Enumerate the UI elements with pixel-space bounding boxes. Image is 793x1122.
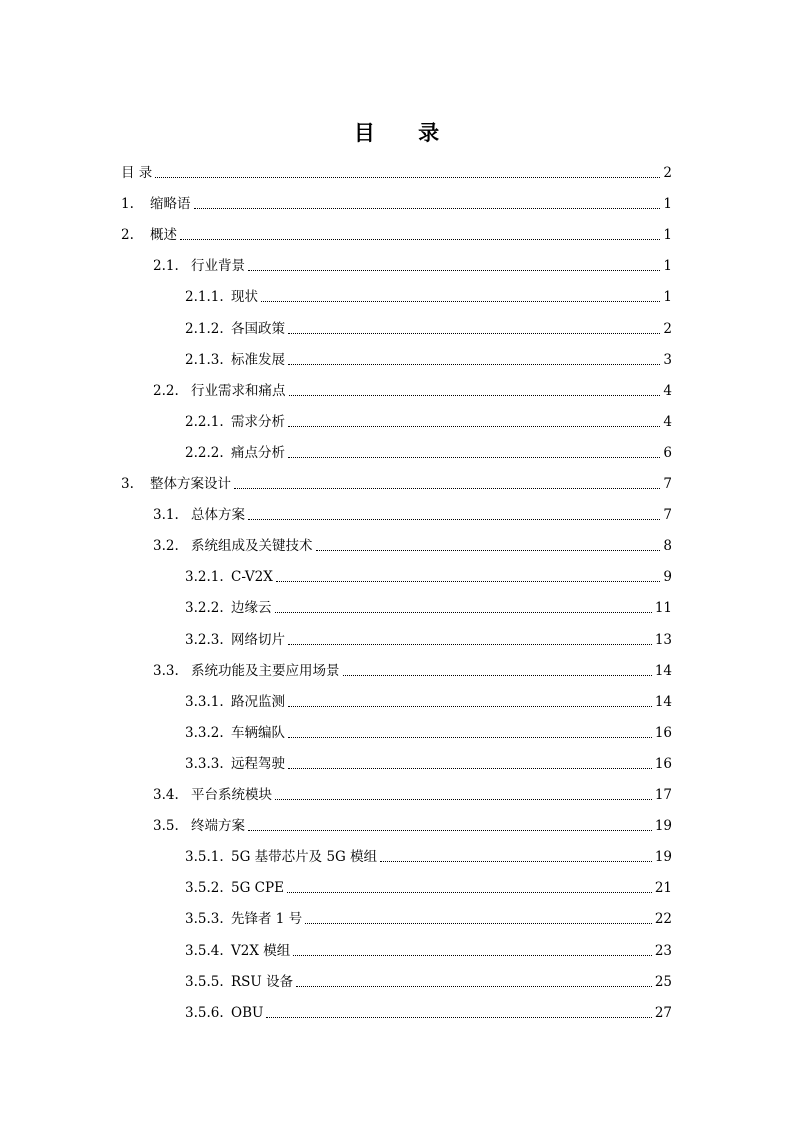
dot-leader — [261, 301, 660, 302]
toc-entry-page-number: 1 — [663, 196, 672, 213]
toc-entry[interactable] — [185, 438, 672, 462]
toc-entry-number: 2.1.3. — [185, 351, 224, 368]
toc-entry[interactable] — [121, 189, 672, 213]
toc-entry[interactable] — [153, 500, 672, 524]
toc-entry-number: 3.2.2. — [185, 600, 224, 617]
toc-entry-number: 2.2. — [153, 382, 179, 399]
toc-entry-page-number: 9 — [663, 569, 672, 586]
toc-entry-number: 3.5.2. — [185, 880, 224, 897]
dot-leader — [288, 737, 652, 738]
toc-entry-label: 行业需求和痛点 — [191, 382, 286, 399]
toc-entry-page-number: 16 — [654, 755, 672, 772]
toc-entry-label: V2X 模组 — [231, 942, 291, 959]
toc-entry[interactable] — [121, 158, 672, 182]
toc-entry[interactable] — [185, 904, 672, 928]
toc-entry-page-number: 1 — [663, 289, 672, 306]
toc-entry-page-number: 14 — [654, 693, 672, 710]
toc-entry-number: 3.5.5. — [185, 973, 224, 990]
toc-entry-page-number: 4 — [663, 382, 672, 399]
dot-leader — [288, 457, 660, 458]
toc-entry-label: 平台系统模块 — [191, 787, 272, 803]
dot-leader — [266, 1017, 651, 1018]
toc-entry-number: 3.5.6. — [185, 1004, 224, 1021]
dot-leader — [288, 768, 652, 769]
toc-entry[interactable] — [185, 562, 672, 586]
toc-entry-number: 3.3.1. — [185, 693, 224, 710]
dot-leader — [248, 519, 660, 520]
toc-entry-number: 3.3.3. — [185, 755, 224, 772]
toc-entry-label: 缩略语 — [150, 196, 191, 213]
toc-entry[interactable] — [185, 407, 672, 431]
toc-entry-page-number: 19 — [654, 818, 672, 835]
dot-leader — [248, 270, 660, 271]
toc-entry-page-number: 7 — [663, 507, 672, 524]
toc-entry-label: 车辆编队 — [231, 724, 285, 741]
toc-entry-label: 目 录 — [121, 165, 153, 181]
dot-leader — [380, 861, 652, 862]
toc-entry-label: 系统组成及关键技术 — [191, 538, 313, 555]
toc-entry-page-number: 2 — [663, 320, 672, 337]
toc-entry-page-number: 3 — [663, 351, 672, 368]
dot-leader — [288, 706, 652, 707]
toc-entry-number: 3. — [121, 476, 134, 492]
dot-leader — [288, 333, 660, 334]
toc-entry[interactable] — [153, 531, 672, 555]
toc-entry-label: C-V2X — [231, 569, 273, 586]
toc-entry[interactable] — [153, 811, 672, 835]
toc-entry-number: 3.2. — [153, 538, 179, 555]
toc-entry-label: 边缘云 — [231, 600, 272, 617]
dot-leader — [275, 799, 652, 800]
dot-leader — [288, 364, 660, 365]
toc-entry-label: 需求分析 — [231, 413, 285, 430]
toc-entry-page-number: 2 — [663, 165, 672, 181]
toc-entry[interactable] — [185, 873, 672, 897]
toc-entry-page-number: 7 — [663, 476, 672, 492]
dot-leader — [289, 395, 661, 396]
toc-entry[interactable] — [185, 967, 672, 991]
toc-entry-page-number: 19 — [654, 849, 672, 866]
toc-entry[interactable] — [121, 469, 672, 493]
toc-entry-label: 网络切片 — [231, 631, 285, 648]
toc-entry-number: 3.5.3. — [185, 911, 224, 928]
toc-entry-number: 3.1. — [153, 507, 179, 524]
toc-entry[interactable] — [185, 282, 672, 306]
toc-entry-label: 各国政策 — [231, 320, 285, 337]
toc-entry[interactable] — [153, 780, 672, 804]
toc-entry-label: 路况监测 — [231, 693, 285, 710]
dot-leader — [276, 581, 661, 582]
dot-leader — [194, 208, 661, 209]
toc-entry-page-number: 13 — [654, 631, 672, 648]
toc-entry-label: 痛点分析 — [231, 444, 285, 461]
toc-entry-label: 系统功能及主要应用场景 — [191, 662, 340, 679]
toc-entry-number: 1. — [121, 196, 134, 213]
dot-leader — [293, 955, 652, 956]
toc-entry-page-number: 27 — [654, 1004, 672, 1021]
toc-entry[interactable] — [185, 314, 672, 338]
toc-entry[interactable] — [153, 251, 672, 275]
dot-leader — [275, 612, 652, 613]
toc-entry-number: 3.2.1. — [185, 569, 224, 586]
toc-entry-page-number: 8 — [663, 538, 672, 555]
dot-leader — [296, 986, 652, 987]
dot-leader — [287, 892, 652, 893]
toc-entry-number: 2.1.1. — [185, 289, 224, 306]
toc-entry[interactable] — [185, 842, 672, 866]
toc-entry[interactable] — [185, 345, 672, 369]
dot-leader — [316, 550, 661, 551]
toc-entry-number: 2.1.2. — [185, 320, 224, 337]
toc-entry-number: 2. — [121, 227, 134, 244]
toc-entry-page-number: 23 — [654, 942, 672, 959]
toc-entry-page-number: 4 — [663, 413, 672, 430]
toc-entry-page-number: 14 — [654, 662, 672, 679]
toc-entry[interactable] — [185, 718, 672, 742]
toc-entry[interactable] — [153, 656, 672, 680]
dot-leader — [234, 488, 660, 489]
toc-entry-page-number: 6 — [663, 444, 672, 461]
toc-entry-number: 3.3.2. — [185, 724, 224, 741]
toc-entry-label: 远程驾驶 — [231, 755, 285, 772]
toc-entry-page-number: 21 — [654, 880, 672, 897]
toc-entry-number: 3.3. — [153, 662, 179, 679]
toc-entry[interactable] — [121, 220, 672, 244]
toc-entry[interactable] — [185, 625, 672, 649]
toc-entry-label: 终端方案 — [191, 818, 245, 835]
toc-entry-page-number: 1 — [663, 258, 672, 275]
toc-entry[interactable] — [185, 593, 672, 617]
toc-entry[interactable] — [185, 687, 672, 711]
toc-entry-label: 先锋者 1 号 — [231, 911, 303, 928]
dot-leader — [343, 675, 652, 676]
dot-leader — [288, 426, 660, 427]
toc-entry-page-number: 16 — [654, 724, 672, 741]
toc-entry-number: 3.2.3. — [185, 631, 224, 648]
toc-entry-label: RSU 设备 — [231, 973, 294, 990]
toc-entry-number: 3.5.4. — [185, 942, 224, 959]
toc-entry-label: 现状 — [231, 289, 258, 306]
toc-entry-page-number: 17 — [654, 787, 672, 803]
toc-entry-label: OBU — [231, 1004, 264, 1021]
dot-leader — [248, 830, 652, 831]
toc-entry-number: 3.5.1. — [185, 849, 224, 866]
toc-entry-number: 2.1. — [153, 258, 179, 275]
dot-leader — [180, 239, 660, 240]
toc-entry[interactable] — [185, 749, 672, 773]
dot-leader — [305, 923, 652, 924]
toc-entry-label: 5G CPE — [231, 880, 284, 897]
toc-entry-page-number: 1 — [663, 227, 672, 244]
toc-entry-label: 标准发展 — [231, 351, 285, 368]
page-title: 目 录 — [353, 120, 458, 145]
toc-entry-label: 概述 — [150, 227, 177, 244]
toc-entry[interactable] — [153, 376, 672, 400]
toc-entry-number: 3.4. — [153, 787, 179, 803]
toc-entry-number: 2.2.2. — [185, 444, 224, 461]
toc-entry[interactable] — [185, 936, 672, 960]
toc-entry-label: 总体方案 — [191, 507, 245, 524]
dot-leader — [155, 177, 660, 178]
toc-entry-number: 2.2.1. — [185, 413, 224, 430]
toc-entry[interactable] — [185, 998, 672, 1022]
toc-entry-page-number: 11 — [654, 600, 672, 617]
toc-entry-page-number: 22 — [654, 911, 672, 928]
toc-entry-label: 行业背景 — [191, 258, 245, 275]
toc-entry-page-number: 25 — [654, 973, 672, 990]
toc-entry-number: 3.5. — [153, 818, 179, 835]
toc-entry-label: 整体方案设计 — [150, 476, 231, 492]
toc-entry-label: 5G 基带芯片及 5G 模组 — [231, 849, 378, 866]
dot-leader — [288, 644, 652, 645]
